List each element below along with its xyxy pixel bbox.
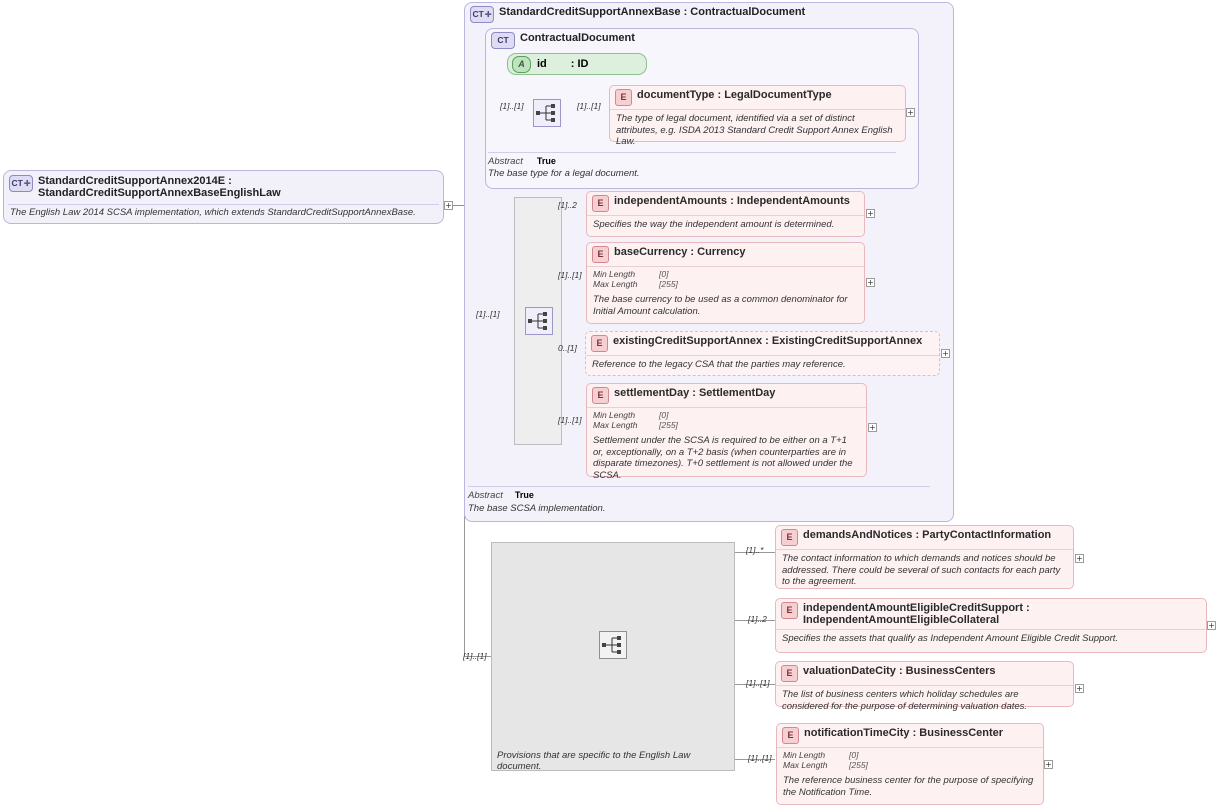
element-documentation: The reference business center for the purpose of specifying the Notification Time. <box>783 775 1034 798</box>
cardinality-contractualdocument-sequence: [1]..[1] <box>500 101 524 111</box>
complextype-standardcreditsupportannex2014e[interactable] <box>3 170 444 224</box>
element-demandsandnotices[interactable] <box>775 525 1074 589</box>
expand-settlementday-icon[interactable]: + <box>869 423 876 432</box>
facet-name: Min Length <box>593 269 636 279</box>
cardinality-notificationtimecity: [1]..[1] <box>748 753 772 763</box>
element-documenttype[interactable] <box>609 85 906 147</box>
element-header <box>587 384 866 407</box>
element-header <box>776 526 1073 549</box>
expand-independentamounteligiblecreditsupport-icon[interactable]: + <box>1208 621 1215 630</box>
expand-existingcreditsupportannex-icon[interactable]: + <box>942 349 949 358</box>
inner-abstract-row <box>488 152 896 168</box>
element-settlementday[interactable] <box>586 383 867 481</box>
facet-value: [255] <box>659 279 678 289</box>
inner-footer <box>488 168 896 179</box>
abstract-label: Abstract <box>488 155 523 167</box>
element-valuationdatecity[interactable] <box>775 661 1074 712</box>
complextype-header <box>486 29 918 51</box>
root-documentation: The English Law 2014 SCSA implementation, which extends StandardCreditSupportAnnexBase. <box>10 207 416 218</box>
element-icon: E <box>781 529 798 546</box>
expand-valuationdatecity-icon[interactable]: + <box>1076 684 1083 693</box>
element-icon: E <box>615 89 632 106</box>
expand-demandsandnotices-icon[interactable]: + <box>1076 554 1083 563</box>
element-title: documentType : LegalDocumentType <box>637 89 832 101</box>
element-independentamounts[interactable] <box>586 191 865 237</box>
element-icon: E <box>592 246 609 263</box>
element-facets <box>587 407 866 432</box>
element-icon: E <box>591 335 608 352</box>
expand-basecurrency-icon[interactable]: + <box>867 278 874 287</box>
attribute-icon: A <box>512 56 531 73</box>
english-law-caption: Provisions that are specific to the English Law document. <box>497 750 691 772</box>
inner-footer-text: The base type for a legal document. <box>488 168 640 179</box>
element-documentation: Specifies the assets that qualify as Independent Amount Eligible Credit Support. <box>776 629 1206 649</box>
outer-abstract-row <box>468 486 930 502</box>
element-title: independentAmounts : IndependentAmounts <box>614 195 850 207</box>
expand-independentamounts-icon[interactable]: + <box>867 209 874 218</box>
abstract-value: True <box>514 490 534 500</box>
element-title: settlementDay : SettlementDay <box>614 387 776 399</box>
expand-notificationtimecity-icon[interactable]: + <box>1045 760 1052 769</box>
facet-value: [255] <box>849 760 868 770</box>
sequence-compositor-base[interactable] <box>525 307 553 335</box>
element-icon: E <box>782 727 799 744</box>
facet-name: Min Length <box>783 750 826 760</box>
cardinality-valuationdatecity: [1]..[1] <box>746 678 770 688</box>
facet-value: [0] <box>659 269 669 279</box>
element-header <box>587 243 864 266</box>
cardinality-english-law-sequence: [1]..[1] <box>463 651 487 661</box>
element-documentation: The type of legal document, identified via a set of distinct attributes, e.g. ISDA 2013 Standard Credit Support Annex English Law. <box>610 109 905 152</box>
element-title: independentAmountEligibleCreditSupport : IndependentAmountEligibleCollateral <box>803 602 1030 626</box>
sequence-compositor-contractualdocument[interactable] <box>533 99 561 127</box>
facet-name: Max Length <box>593 420 638 430</box>
element-header <box>586 332 939 355</box>
facet-name: Max Length <box>593 279 638 289</box>
cardinality-documenttype: [1]..[1] <box>577 101 601 111</box>
cardinality-basecurrency: [1]..[1] <box>558 270 582 280</box>
outer-footer <box>468 503 930 514</box>
element-header <box>610 86 905 109</box>
attribute-type: : ID <box>570 58 589 70</box>
complextype-title: StandardCreditSupportAnnexBase : ContractualDocument <box>499 6 806 18</box>
element-icon: E <box>592 387 609 404</box>
complextype-title: ContractualDocument <box>520 32 635 44</box>
facet-value: [0] <box>849 750 859 760</box>
element-basecurrency[interactable] <box>586 242 865 324</box>
element-independentamounteligiblecreditsupport[interactable] <box>775 598 1207 653</box>
cardinality-demandsandnotices: [1]..* <box>746 545 764 555</box>
complextype-icon: CT <box>491 32 515 49</box>
expand-documenttype-icon[interactable]: + <box>907 108 914 117</box>
element-header <box>777 724 1043 747</box>
attribute-id[interactable] <box>507 53 647 75</box>
expand-root-icon[interactable]: + <box>445 201 452 210</box>
complextype-icon: CT ✛ <box>9 175 33 192</box>
facet-name: Min Length <box>593 410 636 420</box>
element-header <box>776 662 1073 685</box>
element-documentation: Settlement under the SCSA is required to be either on a T+1 or, exceptionally, on a T+2 basis (when counterparties are in disparate timezones). T+0 settlement is not allowed under the SCSA. <box>593 435 853 481</box>
element-notificationtimecity[interactable] <box>776 723 1044 805</box>
root-title: StandardCreditSupportAnnex2014E : StandardCreditSupportAnnexBaseEnglishLaw <box>38 175 281 199</box>
element-documentation: Specifies the way the independent amount is determined. <box>587 215 864 235</box>
abstract-value: True <box>536 156 556 166</box>
facet-value: [255] <box>659 420 678 430</box>
cardinality-settlementday: [1]..[1] <box>558 415 582 425</box>
cardinality-independentamounts: [1]..2 <box>558 200 577 210</box>
abstract-label: Abstract <box>468 489 503 501</box>
element-title: demandsAndNotices : PartyContactInformation <box>803 529 1052 541</box>
element-documentation: The list of business centers which holiday schedules are considered for the purpose of determining valuation dates. <box>776 685 1073 716</box>
element-title: existingCreditSupportAnnex : ExistingCreditSupportAnnex <box>613 335 923 347</box>
element-icon: E <box>592 195 609 212</box>
facet-value: [0] <box>659 410 669 420</box>
cardinality-base-sequence: [1]..[1] <box>476 309 500 319</box>
element-title: valuationDateCity : BusinessCenters <box>803 665 996 677</box>
facet-name: Max Length <box>783 760 828 770</box>
cardinality-independentamounteligiblecreditsupport: [1]..2 <box>748 614 767 624</box>
element-documentation: Reference to the legacy CSA that the parties may reference. <box>586 355 939 375</box>
cardinality-existingcreditsupportannex: 0..[1] <box>558 343 577 353</box>
element-icon: E <box>781 602 798 619</box>
complextype-header <box>465 3 953 25</box>
element-documentation: The contact information to which demands and notices should be addressed. There could be several of such contacts for each party to the agreement. <box>776 549 1073 592</box>
element-facets <box>777 747 1043 772</box>
element-title: baseCurrency : Currency <box>614 246 746 258</box>
attribute-name: id <box>537 58 547 70</box>
element-existingcreditsupportannex[interactable] <box>585 331 940 376</box>
element-documentation: The base currency to be used as a common denominator for Initial Amount calculation. <box>593 294 848 317</box>
element-header <box>776 599 1206 629</box>
root-header <box>4 171 443 201</box>
element-icon: E <box>781 665 798 682</box>
element-header <box>587 192 864 215</box>
sequence-compositor-english-law[interactable] <box>599 631 627 659</box>
outer-footer-text: The base SCSA implementation. <box>468 503 606 514</box>
element-facets <box>587 266 864 291</box>
element-title: notificationTimeCity : BusinessCenter <box>804 727 1004 739</box>
complextype-icon: CT ✛ <box>470 6 494 23</box>
